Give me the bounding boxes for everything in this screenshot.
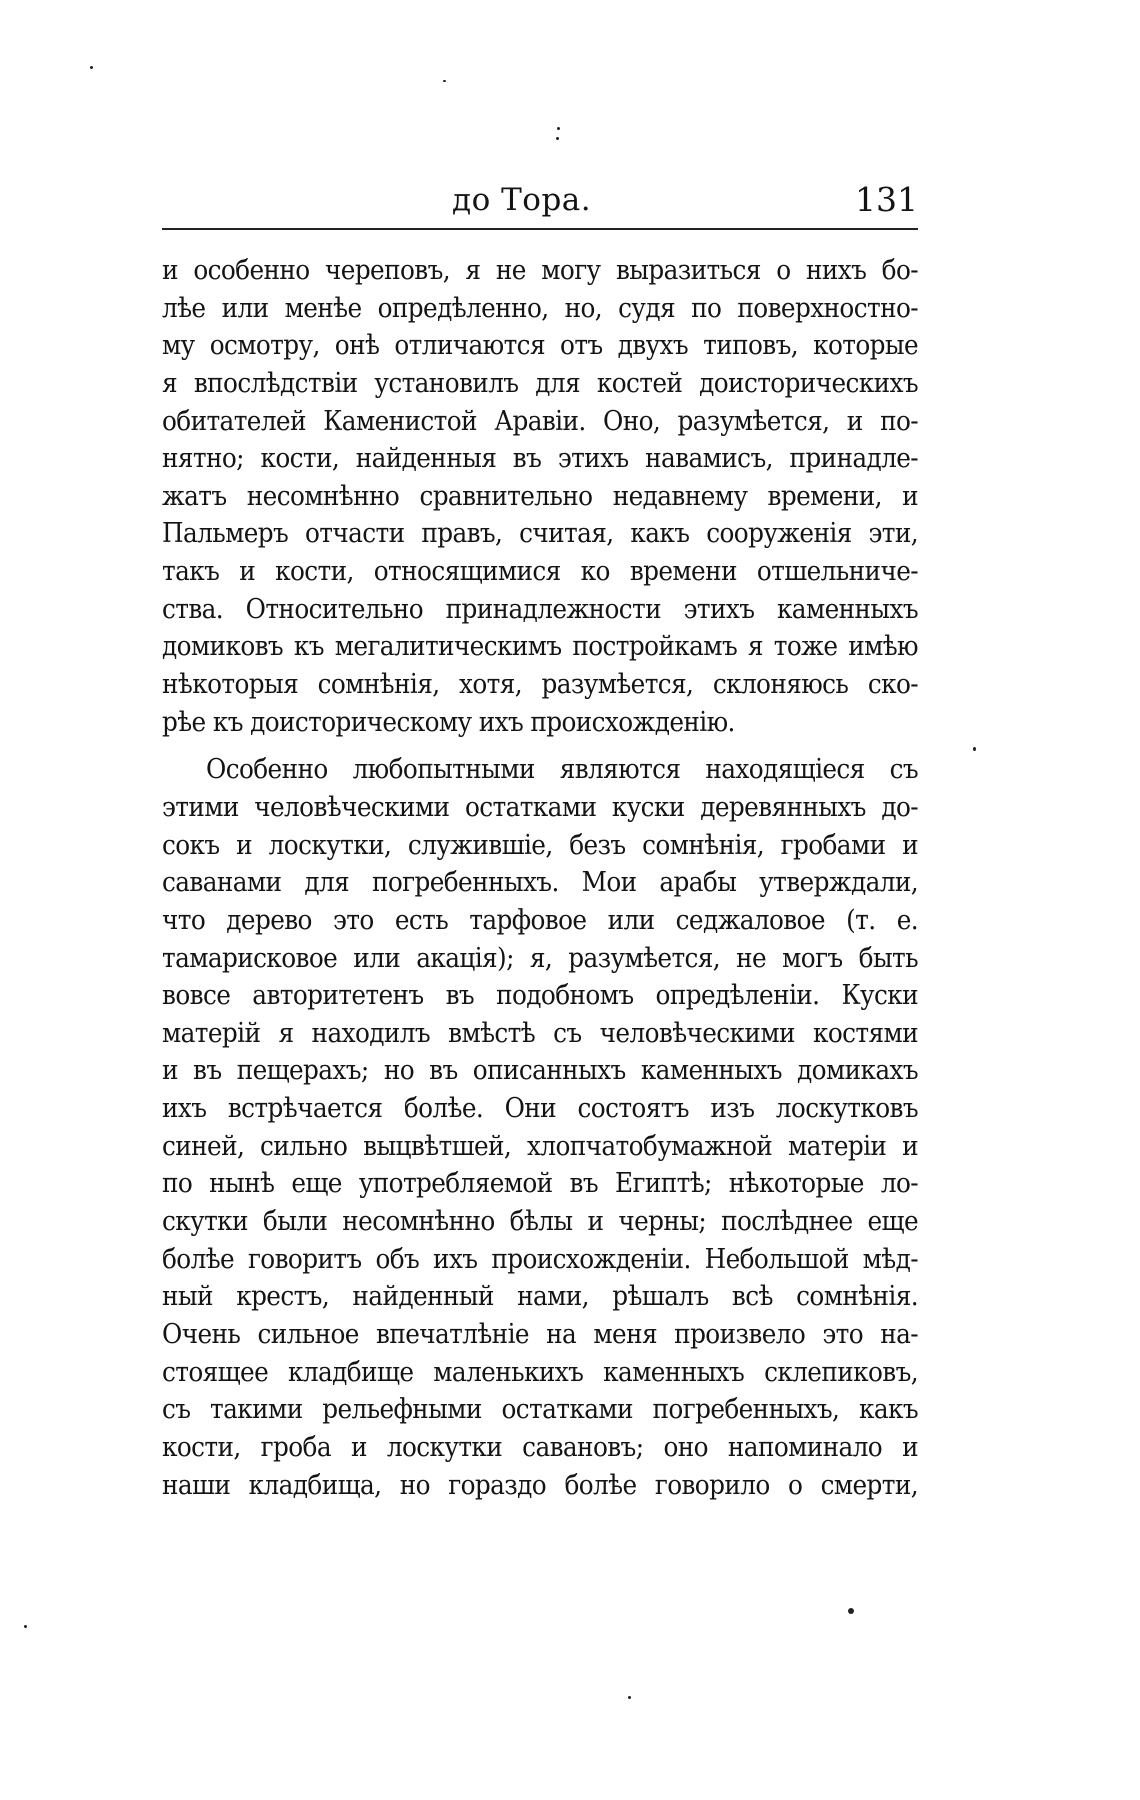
text-line: жатъ несомнѣнно сравнительно недавнему времени, и [162,479,918,512]
text-line: сокъ и лоскутки, служившіе, безъ сомнѣнія, гробами и [162,828,918,861]
text-line: лѣе или менѣе опредѣленно, но, судя по поверхностно- [162,291,918,324]
text-line: матерій я находилъ вмѣстѣ съ человѣческими костями [162,1016,918,1049]
text-line: этими человѣческими остатками куски деревянныхъ до- [162,790,918,823]
page-number: 131 [855,180,918,219]
text-line: болѣе говоритъ объ ихъ происхожденіи. Небольшой мѣд- [162,1242,918,1275]
header-rule [162,228,918,230]
text-line: ихъ встрѣчается болѣе. Они состоятъ изъ лоскутковъ [162,1092,918,1125]
text-line: нятно; кости, найденныя въ этихъ навамисъ, принадле- [162,442,918,475]
print-speck [556,137,559,140]
text-line: Очень сильное впечатлѣніе на меня произвело это на- [162,1317,918,1350]
text-line: ный крестъ, найденный нами, рѣшалъ всѣ сомнѣнія. [162,1280,918,1313]
paragraph-1 [162,252,918,741]
text-line: и въ пещерахъ; но въ описанныхъ каменныхъ домикахъ [162,1054,918,1087]
print-speck [848,1608,854,1614]
print-speck [24,1625,27,1628]
text-line: съ такими рельефными остатками погребенныхъ, какъ [162,1393,918,1426]
text-line: такъ и кости, относящимися ко времени отшельниче- [162,555,918,588]
text-line: обитателей Каменистой Аравіи. Оно, разумѣется, и по- [162,404,918,437]
text-line: стоящее кладбище маленькихъ каменныхъ склепиковъ, [162,1355,918,1388]
print-speck [973,747,976,751]
text-line: вовсе авторитетенъ въ подобномъ опредѣленіи. Куски [162,979,918,1012]
text-line: Пальмеръ отчасти правъ, считая, какъ сооруженія эти, [162,517,918,550]
text-line: рѣе къ доисторическому ихъ происхожденію. [162,705,735,738]
page-header [162,180,918,230]
text-line: что дерево это есть тарфовое или седжаловое (т. е. [162,903,918,936]
text-line: ства. Относительно принадлежности этихъ каменныхъ [162,592,918,625]
text-line: му осмотру, онѣ отличаются отъ двухъ типовъ, которые [162,329,918,362]
print-speck [557,127,560,130]
body-text [162,252,918,1504]
text-line: по нынѣ еще употребляемой въ Египтѣ; нѣкоторые ло- [162,1167,918,1200]
text-line: домиковъ къ мегалитическимъ постройкамъ я тоже имѣю [162,630,918,663]
text-line: саванами для погребенныхъ. Мои арабы утверждали, [162,866,918,899]
print-speck [443,80,446,82]
text-line: синей, сильно выцвѣтшей, хлопчатобумажной матеріи и [162,1129,918,1162]
running-title: до Тора. [452,182,592,218]
print-speck [90,66,93,69]
paragraph-2 [162,751,918,1504]
text-line: Особенно любопытными являются находящіеся съ [206,753,918,786]
text-line: скутки были несомнѣнно бѣлы и черны; послѣднее еще [162,1205,918,1238]
text-line: и особенно череповъ, я не могу выразиться о нихъ бо- [162,254,918,286]
text-line: наши кладбища, но гораздо болѣе говорило о смерти, [162,1468,918,1501]
text-line: нѣкоторыя сомнѣнія, хотя, разумѣется, склоняюсь ско- [162,668,918,701]
text-line: тамарисковое или акація); я, разумѣется, не могъ быть [162,941,918,974]
print-speck [628,1696,631,1699]
text-line: я впослѣдствіи установилъ для костей доисторическихъ [162,366,918,399]
text-line: кости, гроба и лоскутки савановъ; оно напоминало и [162,1430,918,1463]
